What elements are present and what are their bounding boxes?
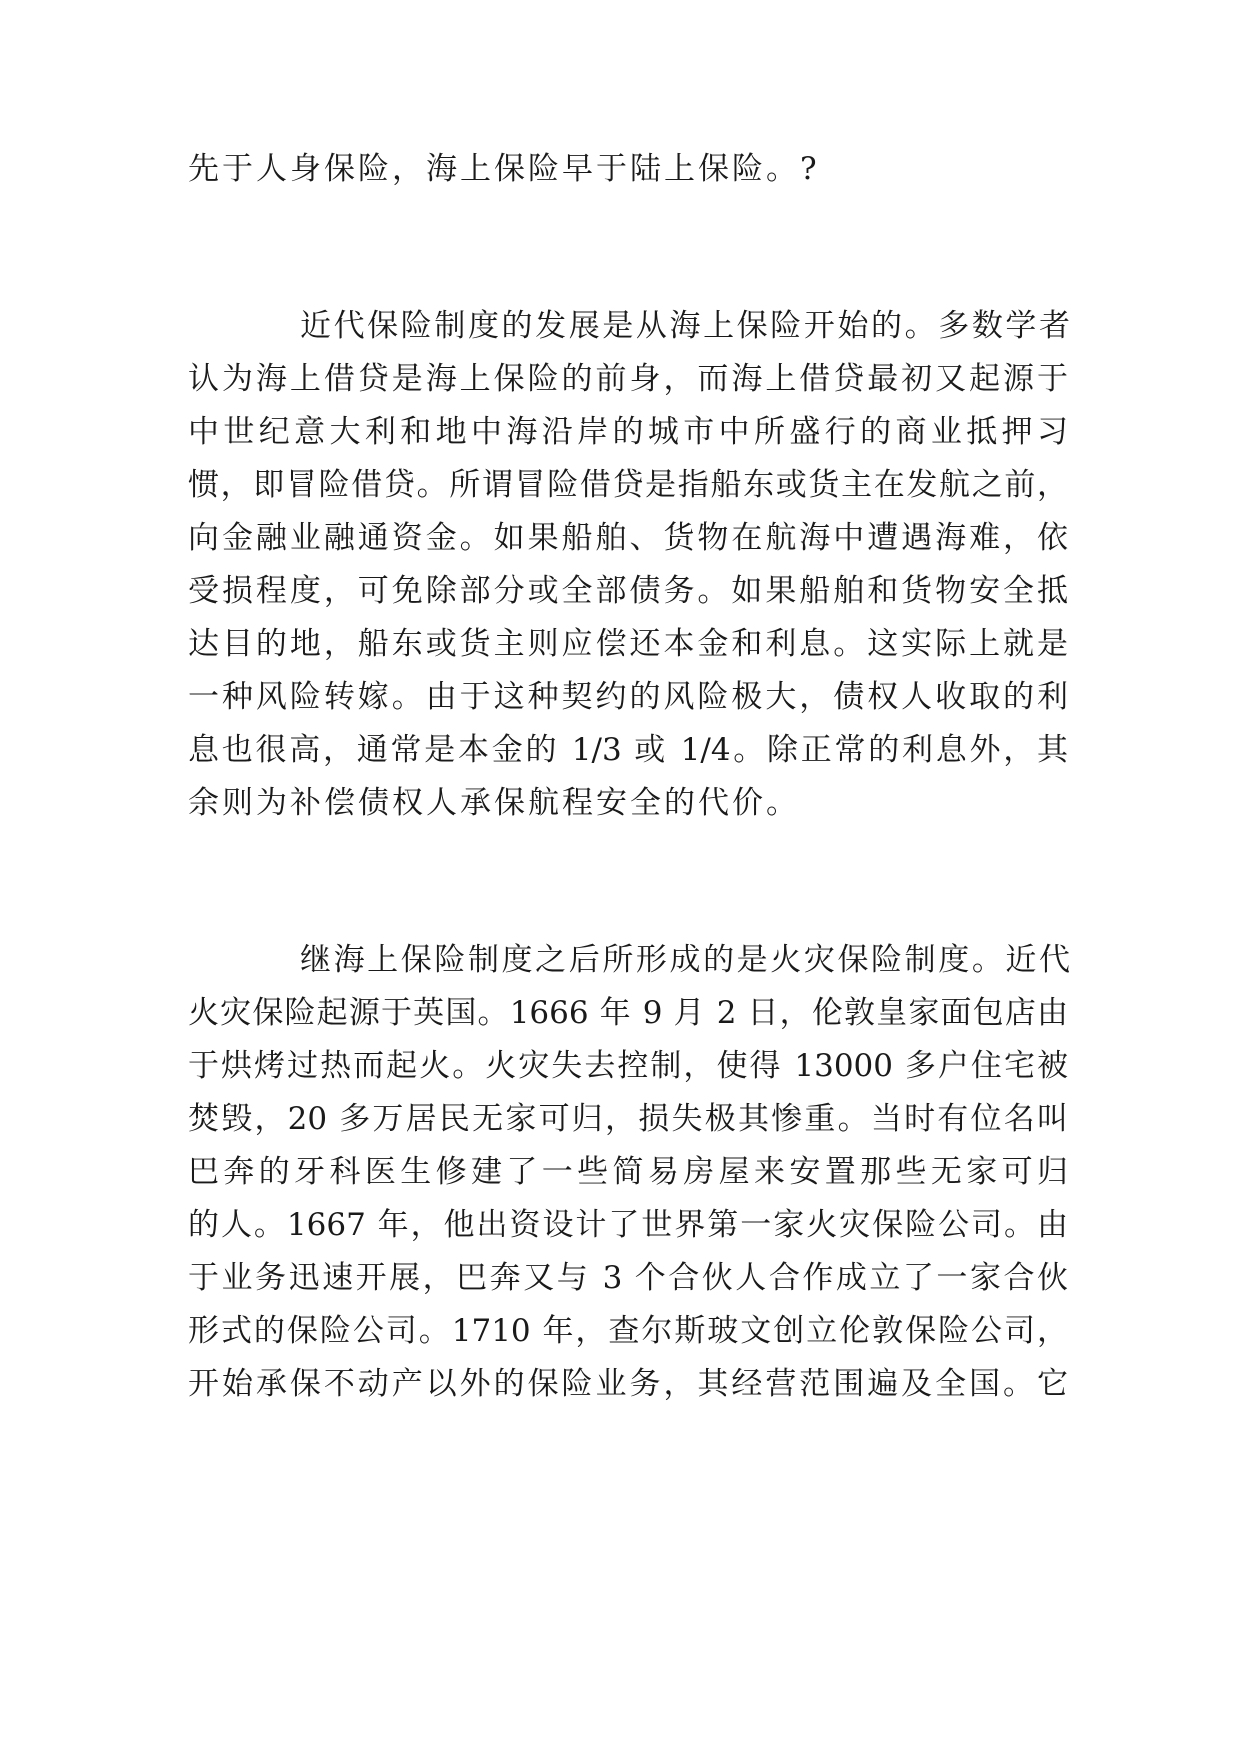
paragraph-line: 余则为补偿债权人承保航程安全的代价。 xyxy=(188,785,800,821)
paragraph-line: 形式的保险公司。1710 年，查尔斯玻文创立伦敦保险公司， xyxy=(188,1313,1068,1349)
paragraph-line: 受损程度，可免除部分或全部债务。如果船舶和货物安全抵 xyxy=(188,573,1068,609)
paragraph-line: 于业务迅速开展，巴奔又与 3 个合伙人合作成立了一家合伙 xyxy=(188,1260,1068,1296)
paragraph-line: 火灾保险起源于英国。1666 年 9 月 2 日，伦敦皇家面包店由 xyxy=(188,995,1068,1031)
paragraph-line: 焚毁，20 多万居民无家可归，损失极其惨重。当时有位名叫 xyxy=(188,1101,1068,1137)
paragraph-line: 认为海上借贷是海上保险的前身，而海上借贷最初又起源于 xyxy=(188,361,1068,397)
paragraph-line: 开始承保不动产以外的保险业务，其经营范围遍及全国。它 xyxy=(188,1366,1068,1402)
paragraph-line: 先于人身保险，海上保险早于陆上保险。? xyxy=(188,151,820,187)
paragraph-line: 于烘烤过热而起火。火灾失去控制，使得 13000 多户住宅被 xyxy=(188,1048,1068,1084)
paragraph-line: 的人。1667 年，他出资设计了世界第一家火灾保险公司。由 xyxy=(188,1207,1068,1243)
paragraph-line: 息也很高，通常是本金的 1/3 或 1/4。除正常的利息外，其 xyxy=(188,732,1068,768)
paragraph-line: 向金融业融通资金。如果船舶、货物在航海中遭遇海难，依 xyxy=(188,520,1068,556)
paragraph-line: 继海上保险制度之后所形成的是火灾保险制度。近代 xyxy=(300,942,1070,978)
paragraph-line: 中世纪意大利和地中海沿岸的城市中所盛行的商业抵押习 xyxy=(188,414,1068,450)
paragraph-line: 巴奔的牙科医生修建了一些简易房屋来安置那些无家可归 xyxy=(188,1154,1068,1190)
paragraph-line: 达目的地，船东或货主则应偿还本金和利息。这实际上就是 xyxy=(188,626,1068,662)
paragraph-line: 一种风险转嫁。由于这种契约的风险极大，债权人收取的利 xyxy=(188,679,1068,715)
paragraph-line: 近代保险制度的发展是从海上保险开始的。多数学者 xyxy=(300,308,1070,344)
paragraph-line: 惯，即冒险借贷。所谓冒险借贷是指船东或货主在发航之前， xyxy=(188,467,1068,503)
